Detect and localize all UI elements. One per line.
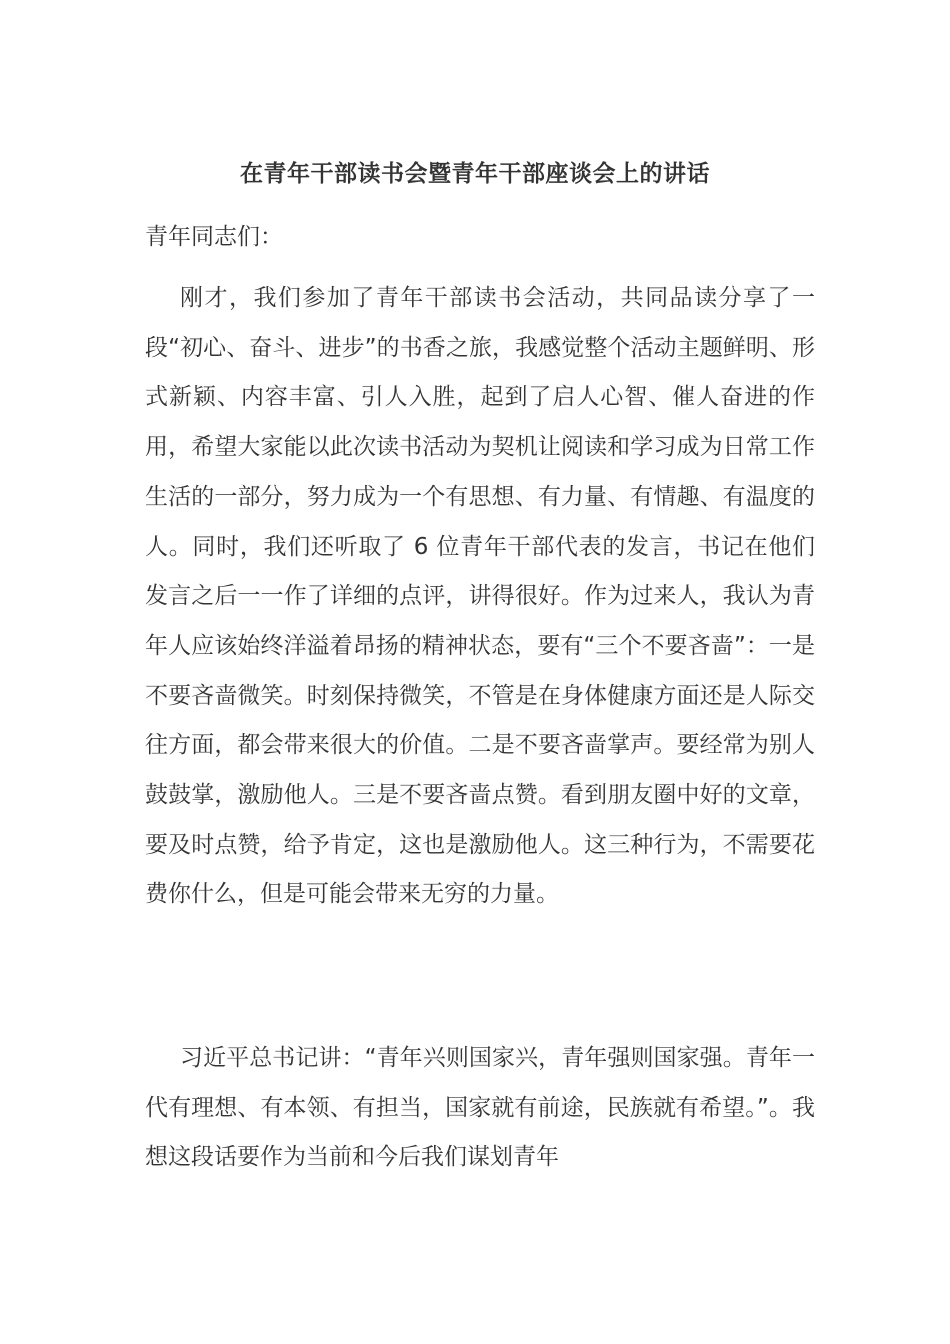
salutation: 青年同志们： bbox=[145, 224, 283, 250]
body-paragraph: 刚才，我们参加了青年干部读书会活动，共同品读分享了一段“初心、奋斗、进步”的书香之旅，我感觉整个活动主题鲜明、形式新颖、内容丰富、引人入胜，起到了启人心智、催人奋进的作用，希望大家能以此次读书活动为契机让阅读和学习成为日常工作生活的一部分，努力成为一个有思想、有力量、有情趣、有温度的人。同时，我们还听取了 6 位青年干部代表的发言，书记在他们发言之后一一作了详细的点评，讲得很好。作为过来人，我认为青年人应该始终洋溢着昂扬的精神状态，要有“三个不要吝啬”：一是不要吝啬微笑。时刻保持微笑，不管是在身体健康方面还是人际交往方面，都会带来很大的价值。二是不要吝啬掌声。要经常为别人鼓鼓掌，激励他人。三是不要吝啬点赞。看到朋友圈中好的文章，要及时点赞，给予肯定，这也是激励他人。这三种行为，不需要花费你什么，但是可能会带来无穷的力量。 bbox=[145, 285, 815, 908]
document-title: 在青年干部读书会暨青年干部座谈会上的讲话 bbox=[240, 161, 710, 187]
body-paragraph: 习近平总书记讲：“青年兴则国家兴，青年强则国家强。青年一代有理想、有本领、有担当，国家就有前途，民族就有希望。”。我想这段话要作为当前和今后我们谋划青年 bbox=[145, 1045, 815, 1171]
